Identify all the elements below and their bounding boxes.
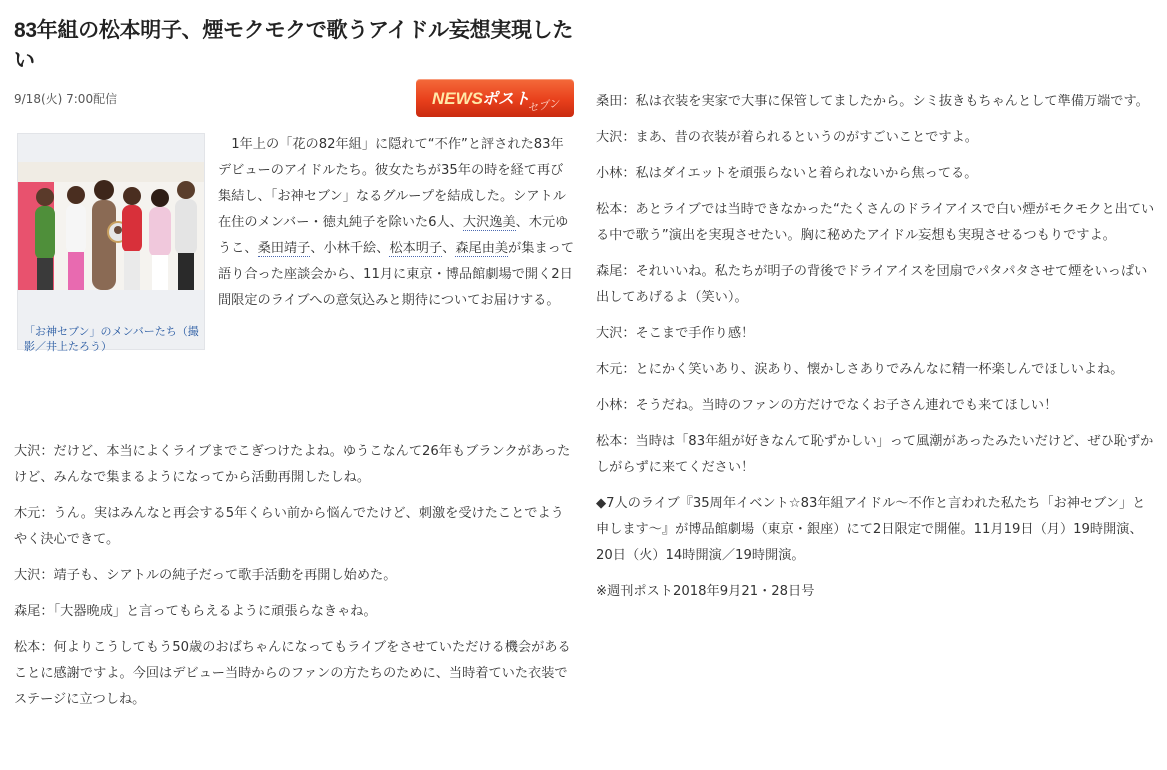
dialogue-paragraph: 小林：私はダイエットを頑張らないと着られないから焦ってる。 (596, 166, 978, 181)
lead-text-1: 1年上の「花の82年組」に隠れて“不作”と評された83年デビューのアイドルたち。彼女たちが35年の時を経て再び集結し、「お神セブン」なるグループを結成した。シアトル在住のメンバー・徳丸純子を除いた6人、 (218, 137, 566, 230)
logo-post-text: ポスト (482, 89, 531, 108)
lead-separator: 、 (376, 241, 390, 256)
member-name-kimoto: 木元ゆうこ (218, 215, 569, 256)
dialogue-paragraph: 大沢：靖子も、シアトルの純子だって歌手活動を再開し始めた。 (14, 568, 397, 583)
dialogue-paragraph: 桑田：私は衣装を実家で大事に保管してましたから。シミ抜きもちゃんとして準備万端です。 (596, 94, 1149, 109)
logo-seven-text: セブン (526, 96, 561, 115)
lead-separator: 、 (244, 241, 258, 256)
article-body-right (596, 89, 1158, 615)
member-name-kobayashi: 小林千絵 (323, 241, 377, 256)
photo-caption[interactable]: 「お神セブン」のメンバーたち（撮影／井上たろう） (24, 325, 199, 353)
lead-separator: 、 (442, 241, 456, 256)
group-photo-icon (18, 162, 204, 290)
lead-separator: 、 (310, 241, 324, 256)
lead-text-2: が集まって語り合った座談会から、11月に東京・博品館劇場で開く2日間限定のライブへの意気込みと期待についてお届けする。 (218, 241, 575, 308)
dialogue-paragraph: 松本：何よりこうしてもう50歳のおばちゃんになってもライブをさせていただける機会があることに感謝ですよ。今回はデビュー当時からのファンの方たちのために、当時着ていた衣装でステージに立つしね。 (14, 640, 571, 707)
member-link-matsumoto[interactable]: 松本明子 (389, 241, 443, 256)
member-link-kuwata[interactable]: 桑田靖子 (257, 241, 311, 256)
publish-date: 9/18(火) 7:00配信 (14, 92, 118, 106)
dialogue-paragraph: 森尾：「大器晩成」と言ってもらえるように頑張らなきゃね。 (14, 604, 377, 619)
member-link-morio[interactable]: 森尾由美 (455, 241, 509, 256)
event-info-paragraph: ◆7人のライブ『35周年イベント☆83年組アイドル〜不作と言われた私たち「お神セブン」と申します〜』が博品館劇場（東京・銀座）にて2日限定で開催。11月19日（月）19時開演、20日（火）14時開演／19時開演。 (596, 496, 1146, 563)
member-link-osawa[interactable]: 大沢逸美 (462, 215, 516, 230)
news-post-seven-logo[interactable] (416, 79, 574, 117)
dialogue-paragraph: 大沢：だけど、本当によくライブまでこぎつけたよね。ゆうこなんて26年もブランクがあったけど、みんなで集まるようになってから活動再開したしね。 (14, 444, 571, 485)
article-body-left (14, 439, 576, 723)
dialogue-paragraph: 大沢：そこまで手作り感！ (596, 326, 755, 341)
logo-news-text: NEWS (432, 89, 483, 108)
dialogue-paragraph: 小林：そうだね。当時のファンの方だけでなくお子さん連れでも来てほしい！ (596, 398, 1058, 413)
logo-wordmark-icon (416, 79, 574, 117)
source-credit: ※週刊ポスト2018年9月21・28日号 (596, 584, 815, 599)
dialogue-paragraph: 木元：うん。実はみんなと再会する5年くらい前から悩んでたけど、刺激を受けたことでようやく決心できて。 (14, 506, 564, 547)
article-photo[interactable] (17, 133, 205, 353)
dialogue-paragraph: 木元：とにかく笑いあり、涙あり、懐かしさありでみんなに精一杯楽しんでほしいよね。 (596, 362, 1124, 377)
lead-paragraph (218, 132, 576, 314)
lead-separator: 、 (515, 215, 529, 230)
dialogue-paragraph: 松本：あとライブでは当時できなかった“たくさんのドライアイスで白い煙がモクモクと出ている中で歌う”演出を実現させたい。胸に秘めたアイドル妄想も実現させるつもりですよ。 (596, 202, 1155, 243)
group-photo-image (18, 162, 204, 290)
dialogue-paragraph: 大沢：まあ、昔の衣装が着られるというのがすごいことですよ。 (596, 130, 978, 145)
dialogue-paragraph: 森尾：それいいね。私たちが明子の背後でドライアイスを団扇でパタパタさせて煙をいっぱい出してあげるよ（笑い）。 (596, 264, 1148, 305)
dialogue-paragraph: 松本：当時は「83年組が好きなんて恥ずかしい」って風潮があったみたいだけど、ぜひ恥ずかしがらずに来てください！ (596, 434, 1154, 475)
article-title: 83年組の松本明子、煙モクモクで歌うアイドル妄想実現したい (14, 19, 574, 72)
